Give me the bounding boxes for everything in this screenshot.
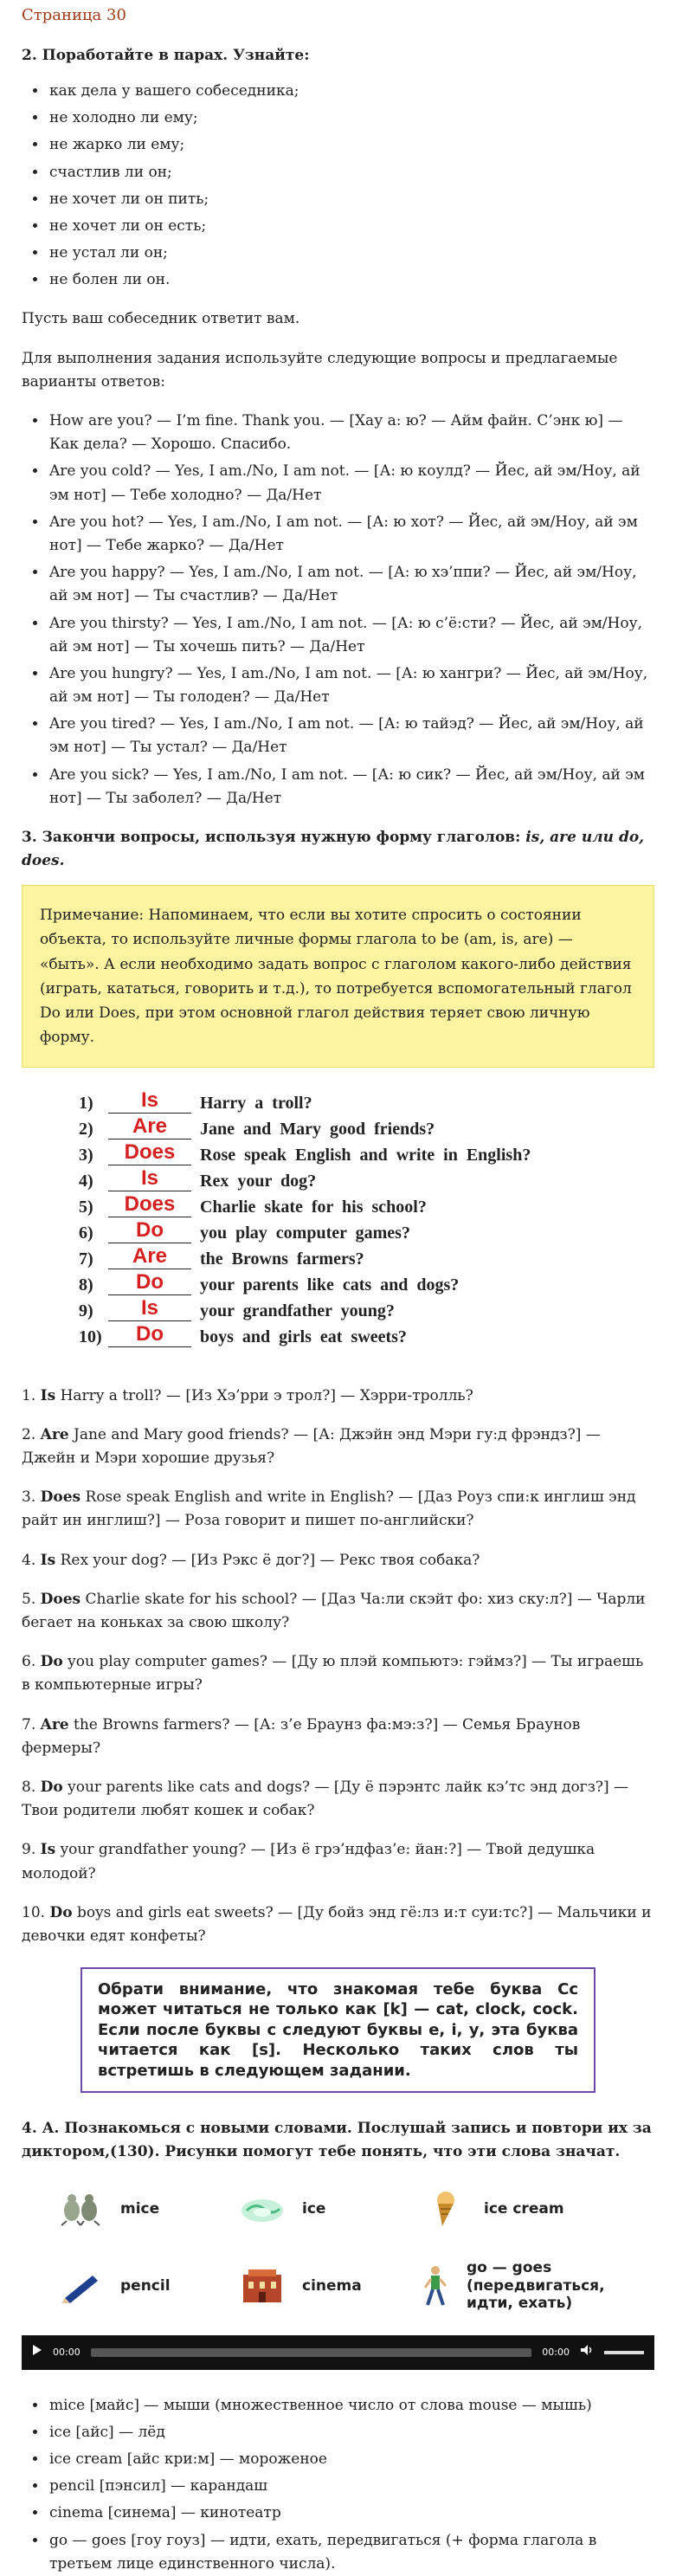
exercise-row [79, 1321, 654, 1350]
exercise-row [79, 1090, 654, 1116]
list-item: • счастлив ли он; [48, 161, 654, 184]
audio-progress-slider[interactable] [91, 2348, 532, 2357]
answer-paragraph [22, 1385, 654, 1408]
answer-verb: Are [40, 1715, 69, 1733]
ice-icon [238, 2188, 286, 2230]
list-item: • не холодно ли ему; [48, 107, 654, 130]
answer-text: Jane and Mary good friends? — [А: Джэйн энд Мэри гу:д фрэндз?] — Джейн и Мэри хорошие друзья? [22, 1425, 601, 1468]
list-item: • Are you hot? — Yes, I am./No, I am not. — [А: ю хот? — Йес, ай эм/Ноу, ай эм нот] — Тебе жарко? — Да/Нет [48, 511, 654, 558]
answer-number: 1. [22, 1386, 36, 1404]
answer-text: Rose speak English and write in English? — [Даз Роуз спи:к инглиш энд райт ин инглиш?] — Роза говорит и пишет по-английски? [22, 1488, 636, 1530]
list-item: • How are you? — I’m fine. Thank you. — [Хау а: ю? — Айм файн. С’энк ю] — Как дела? — Хорошо. Спасибо. [48, 410, 654, 456]
answer-paragraph [22, 1588, 654, 1635]
list-item: • не хочет ли он пить; [48, 188, 654, 211]
answer-text: Harry a troll? — [Из Хэ’рри э трол?] — Хэрри-тролль? [60, 1386, 473, 1404]
word-card [420, 2188, 628, 2230]
word-label: mice [120, 2200, 160, 2218]
exercise-row [79, 1243, 654, 1272]
list-item: • не устал ли он; [48, 242, 654, 265]
answer-number: 10. [22, 1903, 46, 1921]
answer-verb: Is [40, 1551, 56, 1569]
answer-verb: Is [40, 1386, 56, 1404]
word-card [56, 2188, 238, 2230]
exercise-number: 4) [79, 1171, 93, 1191]
task2-items [22, 80, 654, 293]
task2-paragraph-1: Пусть ваш собеседник ответит вам. [22, 310, 300, 328]
list-item: • ice [айс] — лёд [48, 2421, 654, 2444]
list-item: • mice [майс] — мыши (множественное число от слова mouse — мышь) [48, 2394, 654, 2418]
exercise-row [79, 1191, 654, 1220]
total-time: 00:00 [542, 2346, 570, 2358]
task2-answers [22, 410, 654, 810]
exercise-number: 10) [79, 1327, 102, 1346]
word-label: go — goes (передвигаться, идти, ехать) [467, 2259, 605, 2313]
exercise-number: 5) [79, 1197, 93, 1217]
answer-number: 6. [22, 1653, 36, 1671]
word-card [420, 2259, 628, 2312]
answer-number: 3. [22, 1488, 36, 1507]
exercise-fill: Are [108, 1116, 191, 1140]
exercise-number: 9) [79, 1301, 93, 1320]
answer-verb: Are [40, 1425, 69, 1443]
list-item: • не хочет ли он есть; [48, 215, 654, 238]
exercise-fill: Do [108, 1324, 191, 1347]
answer-verb: Do [40, 1778, 63, 1796]
list-item: • не болен ли он. [48, 268, 654, 292]
answer-verb: Do [40, 1653, 63, 1671]
word-pictures [56, 2188, 654, 2312]
task3-heading-main: 3. Закончи вопросы, используя нужную форму глаголов: [22, 829, 521, 847]
exercise-number: 8) [79, 1275, 93, 1294]
answer-number: 9. [22, 1841, 36, 1859]
exercise-row [79, 1142, 654, 1168]
list-item: • ice cream [айс кри:м] — мороженое [48, 2448, 654, 2471]
exercise-number: 3) [79, 1145, 93, 1165]
exercise-text: you play computer games? [200, 1223, 410, 1243]
list-item: • Are you happy? — Yes, I am./No, I am not. — [А: ю хэ’ппи? — Йес, ай эм/Ноу, ай эм нот] — Ты счастлив? — Да/Нет [48, 561, 654, 608]
exercise-fill: Do [108, 1220, 191, 1243]
list-item: • go — goes [гоу гоуз] — идти, ехать, передвигаться (+ форма глагола в третьем лице единственного числа). [48, 2529, 654, 2576]
exercise-fill: Does [108, 1142, 191, 1165]
exercise-text: your grandfather young? [200, 1301, 395, 1320]
exercise-fill: Is [108, 1168, 191, 1191]
note-box: Примечание: Напоминаем, что если вы хотите спросить о состоянии объекта, то используйте личные формы глагола to be (am, is, are) — «быть». А если необходимо задать вопрос с глаголом какого-либо действия (играть, кататься, говорить и т.д.), то потребуется вспомогательный глагол Do или Does, при этом основной глагол действия теряет свою личную форму. [22, 885, 654, 1067]
audio-player [22, 2335, 654, 2370]
exercise-fill: Does [108, 1194, 191, 1217]
answer-number: 2. [22, 1425, 36, 1443]
exercise-row [79, 1165, 654, 1194]
word-label: cinema [302, 2276, 362, 2295]
answer-paragraph [22, 1714, 654, 1760]
answer-verb: Is [40, 1841, 56, 1859]
task2-paragraph-2: Для выполнения задания используйте следующие вопросы и предлагаемые варианты ответов: [22, 349, 618, 391]
answer-text: you play computer games? — [Ду ю плэй компьютэ: гэймз?] — Ты играешь в компьютерные игры? [22, 1653, 644, 1695]
answer-paragraph [22, 1650, 654, 1697]
answer-verb: Does [40, 1590, 81, 1608]
answer-paragraph [22, 1776, 654, 1823]
mice-icon [56, 2188, 105, 2230]
exercise-sheet [79, 1090, 654, 1350]
vocab-list [22, 2394, 654, 2576]
answer-text: the Browns farmers? — [А: з’е Браунз фа:мэ:з?] — Семья Браунов фермеры? [22, 1715, 581, 1757]
answer-number: 4. [22, 1551, 36, 1569]
list-item: • Are you thirsty? — Yes, I am./No, I am not. — [А: ю с’ё:сти? — Йес, ай эм/Ноу, ай эм нот] — Ты хочешь пить? — Да/Нет [48, 612, 654, 659]
answer-paragraph [22, 1838, 654, 1885]
walking-person-icon [420, 2265, 451, 2307]
exercise-number: 2) [79, 1119, 93, 1139]
task3-heading-em: is, are или do, does. [22, 829, 645, 870]
list-item: • не жарко ли ему; [48, 133, 654, 157]
exercise-number: 7) [79, 1249, 93, 1269]
exercise-fill: Is [108, 1090, 191, 1114]
exercise-number: 6) [79, 1223, 93, 1243]
exercise-text: your parents like cats and dogs? [200, 1275, 460, 1294]
pencil-icon [56, 2265, 105, 2307]
exercise-text: the Browns farmers? [200, 1249, 364, 1269]
list-item: • Are you cold? — Yes, I am./No, I am not. — [А: ю коулд? — Йес, ай эм/Ноу, ай эм нот] — Тебе холодно? — Да/Нет [48, 460, 654, 507]
list-item: • Are you tired? — Yes, I am./No, I am not. — [А: ю тайэд? — Йес, ай эм/Ноу, ай эм нот] — Ты устал? — Да/Нет [48, 713, 654, 759]
answer-number: 5. [22, 1590, 36, 1608]
exercise-row [79, 1116, 654, 1142]
exercise-row [79, 1217, 654, 1246]
list-item: • как дела у вашего собеседника; [48, 80, 654, 103]
page-title: Страница 30 [22, 6, 126, 24]
word-card [56, 2259, 238, 2312]
word-card [238, 2188, 420, 2230]
answer-text: boys and girls eat sweets? — [Ду бойз энд гё:лз и:т суи:тс?] — Мальчики и девочки едят конфеты? [22, 1903, 652, 1945]
ice-cream-icon [420, 2188, 468, 2230]
answer-paragraph [22, 1901, 654, 1948]
cinema-icon [238, 2265, 286, 2307]
word-label: ice cream [484, 2200, 564, 2218]
attention-box: Обрати внимание, что знакомая тебе буква Сс может читаться не только как [k] — cat, clock, cock. Если после буквы с следуют буквы е, i, у, эта буква читается как [s]. Несколько таких слов ты встретишь в следующем задании. [80, 1967, 596, 2093]
answer-number: 7. [22, 1715, 36, 1733]
exercise-fill: Are [108, 1246, 191, 1269]
answer-verb: Does [40, 1488, 81, 1507]
exercise-text: Rose speak English and write in English? [200, 1145, 531, 1165]
exercise-text: Harry a troll? [200, 1093, 312, 1113]
task4-heading: 4. А. Познакомься с новыми словами. Послушай запись и повтори их за диктором,(130). Рисунки помогут тебе понять, что эти слова значат. [22, 2120, 652, 2161]
exercise-fill: Is [108, 1298, 191, 1321]
exercise-text: boys and girls eat sweets? [200, 1327, 407, 1346]
exercise-text: Rex your dog? [200, 1171, 317, 1191]
task2-heading: 2. Поработайте в парах. Узнайте: [22, 46, 310, 64]
answer-paragraph [22, 1549, 654, 1572]
task3-heading [22, 826, 654, 873]
current-time: 00:00 [53, 2346, 80, 2358]
exercise-row [79, 1295, 654, 1324]
list-item: • Are you hungry? — Yes, I am./No, I am not. — [А: ю хангри? — Йес, ай эм/Ноу, ай эм нот] — Ты голоден? — Да/Нет [48, 662, 654, 709]
exercise-text: Jane and Mary good friends? [200, 1119, 435, 1139]
list-item: • Are you sick? — Yes, I am./No, I am not. — [А: ю сик? — Йес, ай эм/Ноу, ай эм нот] — Ты заболел? — Да/Нет [48, 764, 654, 810]
list-item: • pencil [пэнсил] — карандаш [48, 2475, 654, 2498]
list-item: • cinema [синема] — кинотеатр [48, 2502, 654, 2525]
volume-icon[interactable] [580, 2344, 594, 2361]
word-card [238, 2259, 420, 2312]
answer-paragraph [22, 1424, 654, 1470]
answer-text: your parents like cats and dogs? — [Ду ё пэрэнтс лайк кэ’тс энд догз?] — Твои родители любят кошек и собак? [22, 1778, 629, 1820]
answer-paragraph [22, 1486, 654, 1533]
answer-verb: Do [49, 1903, 73, 1921]
exercise-number: 1) [79, 1093, 93, 1113]
exercise-row [79, 1269, 654, 1298]
word-label: ice [302, 2200, 326, 2218]
answer-number: 8. [22, 1778, 36, 1796]
play-icon[interactable] [32, 2344, 42, 2361]
exercise-text: Charlie skate for his school? [200, 1197, 427, 1217]
word-label: pencil [120, 2276, 171, 2295]
volume-slider[interactable] [604, 2351, 644, 2354]
answer-text: Rex your dog? — [Из Рэкс ё дог?] — Рекс твоя собака? [60, 1551, 480, 1569]
answer-text: Charlie skate for his school? — [Даз Ча:ли скэйт фо: хиз ску:л?] — Чарли бегает на коньках за свою школу? [22, 1590, 646, 1632]
explained-answers [22, 1385, 654, 1948]
answer-text: your grandfather young? — [Из ё грэ’ндфаз’е: йан:?] — Твой дедушка молодой? [22, 1841, 596, 1882]
exercise-fill: Do [108, 1272, 191, 1295]
